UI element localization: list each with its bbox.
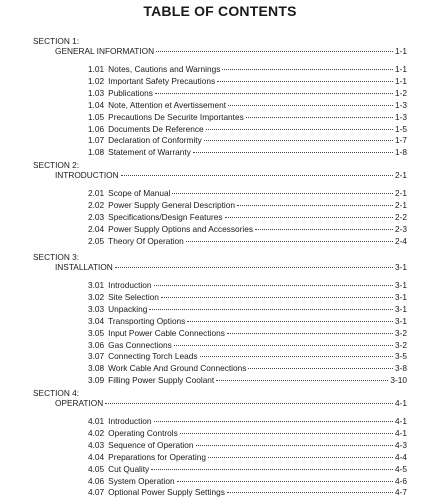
entry-number: 3.01 xyxy=(88,280,105,290)
entry-number: 1.05 xyxy=(88,111,105,122)
dot-leader xyxy=(204,140,393,141)
entry-number: 4.02 xyxy=(88,427,105,438)
toc-entry[interactable] xyxy=(88,428,407,439)
page-number: 2-2 xyxy=(395,211,407,222)
entry-number: 4.03 xyxy=(88,439,105,450)
dot-leader xyxy=(177,481,393,482)
page-number: 4-7 xyxy=(395,487,407,498)
entry-number: 2.04 xyxy=(88,223,105,234)
toc-entry[interactable] xyxy=(88,135,407,146)
page-number: 3-1 xyxy=(395,280,407,290)
page-number: 2-1 xyxy=(395,170,407,180)
page-number: 2-1 xyxy=(395,188,407,198)
entry-number: 4.05 xyxy=(88,463,105,474)
toc-entry[interactable] xyxy=(88,124,407,135)
toc-entry[interactable] xyxy=(88,224,407,235)
entry-title: Transporting Options xyxy=(108,315,186,326)
entry-title: Precautions De Securite Importantes xyxy=(108,111,244,122)
page-number: 1-2 xyxy=(395,87,407,98)
entry-number: 3.09 xyxy=(88,375,105,386)
entry-number: 3.07 xyxy=(88,351,105,362)
dot-leader xyxy=(237,205,393,206)
dot-leader xyxy=(217,81,393,82)
page-number: 4-1 xyxy=(395,416,407,426)
dot-leader xyxy=(208,457,393,458)
section-heading: SECTION 1: xyxy=(33,36,80,46)
entry-title: Notes, Cautions and Warnings xyxy=(108,64,221,74)
toc-entry[interactable] xyxy=(88,88,407,99)
entry-number: 1.02 xyxy=(88,75,105,86)
page-number: 1-1 xyxy=(395,64,407,74)
page-number: 2-1 xyxy=(395,199,407,210)
page-number: 1-3 xyxy=(395,99,407,110)
entry-title: INTRODUCTION xyxy=(55,170,119,180)
section-entry[interactable] xyxy=(55,46,407,57)
page-number: 1-1 xyxy=(395,46,407,56)
entry-title: Statement of Warranty xyxy=(108,147,191,158)
page-number: 3-5 xyxy=(395,351,407,362)
toc-entry[interactable] xyxy=(88,351,407,362)
page-number: 4-4 xyxy=(395,451,407,462)
entry-title: Note, Attention et Avertissement xyxy=(108,99,227,110)
entry-title: Scope of Manual xyxy=(108,188,171,198)
entry-title: Theory Of Operation xyxy=(108,235,184,246)
entry-title: Cut Quality xyxy=(108,463,150,474)
dot-leader xyxy=(154,285,393,286)
dot-leader xyxy=(154,421,393,422)
page-title: TABLE OF CONTENTS xyxy=(143,3,297,19)
entry-number: 4.06 xyxy=(88,475,105,486)
page-number: 4-5 xyxy=(395,463,407,474)
entry-title: Documents De Reference xyxy=(108,123,204,134)
entry-title: GENERAL INFORMATION xyxy=(55,46,155,56)
entry-title: Optional Power Supply Settings xyxy=(108,487,225,498)
toc-entry[interactable] xyxy=(88,112,407,123)
page-number: 1-5 xyxy=(395,123,407,134)
dot-leader xyxy=(227,492,393,493)
entry-title: Work Cable And Ground Connections xyxy=(108,363,247,374)
entry-number: 4.04 xyxy=(88,451,105,462)
entry-title: Introduction xyxy=(108,416,152,426)
page-number: 3-2 xyxy=(395,327,407,338)
page-number: 3-1 xyxy=(395,262,407,272)
entry-number: 3.06 xyxy=(88,339,105,350)
dot-leader xyxy=(121,175,393,176)
section-entry[interactable] xyxy=(55,262,407,273)
dot-leader xyxy=(180,433,393,434)
page-number: 4-3 xyxy=(395,439,407,450)
entry-title: Connecting Torch Leads xyxy=(108,351,198,362)
section-entry[interactable] xyxy=(55,398,407,409)
dot-leader xyxy=(156,51,393,52)
dot-leader xyxy=(161,297,393,298)
dot-leader xyxy=(149,309,393,310)
entry-title: Site Selection xyxy=(108,291,159,302)
dot-leader xyxy=(155,93,393,94)
toc-entry[interactable] xyxy=(88,304,407,315)
entry-title: Publications xyxy=(108,87,153,98)
entry-title: Power Supply General Description xyxy=(108,199,235,210)
dot-leader xyxy=(115,267,393,268)
toc-entry[interactable] xyxy=(88,316,407,327)
entry-title: Operating Controls xyxy=(108,427,178,438)
entry-number: 1.01 xyxy=(88,64,105,74)
dot-leader xyxy=(196,445,394,446)
toc-entry[interactable] xyxy=(88,464,407,475)
entry-title: Important Safety Precautions xyxy=(108,75,216,86)
page-number: 4-1 xyxy=(395,427,407,438)
page-number: 1-7 xyxy=(395,135,407,146)
toc-entry[interactable] xyxy=(88,236,407,247)
toc-entry[interactable] xyxy=(88,200,407,211)
page-number: 1-3 xyxy=(395,111,407,122)
entry-number: 2.01 xyxy=(88,188,105,198)
entry-title: OPERATION xyxy=(55,398,104,408)
entry-number: 2.05 xyxy=(88,235,105,246)
entry-number: 1.03 xyxy=(88,87,105,98)
entry-number: 1.04 xyxy=(88,99,105,110)
page-number: 3-8 xyxy=(395,363,407,374)
entry-number: 1.06 xyxy=(88,123,105,134)
toc-entry[interactable] xyxy=(88,375,407,386)
entry-number: 3.03 xyxy=(88,303,105,314)
page-number: 2-3 xyxy=(395,223,407,234)
entry-title: Filling Power Supply Coolant xyxy=(108,375,215,386)
entry-number: 2.02 xyxy=(88,199,105,210)
page-number: 3-1 xyxy=(395,303,407,314)
dot-leader xyxy=(228,105,393,106)
dot-leader xyxy=(206,129,393,130)
section-heading: SECTION 4: xyxy=(33,388,80,398)
entry-number: 3.08 xyxy=(88,363,105,374)
entry-number: 1.08 xyxy=(88,147,105,158)
dot-leader xyxy=(186,241,393,242)
dot-leader xyxy=(248,368,393,369)
dot-leader xyxy=(200,356,394,357)
entry-number: 3.04 xyxy=(88,315,105,326)
dot-leader xyxy=(225,217,393,218)
toc-entry[interactable] xyxy=(88,76,407,87)
entry-number: 2.03 xyxy=(88,211,105,222)
dot-leader xyxy=(193,152,393,153)
entry-title: Gas Connections xyxy=(108,339,172,350)
page-number: 4-1 xyxy=(395,398,407,408)
entry-number: 3.02 xyxy=(88,291,105,302)
toc-entry[interactable] xyxy=(88,452,407,463)
entry-title: Input Power Cable Connections xyxy=(108,327,225,338)
entry-number: 3.05 xyxy=(88,327,105,338)
toc-entry[interactable] xyxy=(88,188,407,199)
entry-title: Unpacking xyxy=(108,303,148,314)
entry-number: 4.01 xyxy=(88,416,105,426)
toc-entry[interactable] xyxy=(88,328,407,339)
entry-title: Declaration of Conformity xyxy=(108,135,202,146)
entry-number: 4.07 xyxy=(88,487,105,498)
entry-title: Specifications/Design Features xyxy=(108,211,223,222)
toc-entry[interactable] xyxy=(88,363,407,374)
toc-entry[interactable] xyxy=(88,440,407,451)
toc-entry[interactable] xyxy=(88,147,407,158)
page-number: 4-6 xyxy=(395,475,407,486)
entry-title: INSTALLATION xyxy=(55,262,113,272)
dot-leader xyxy=(227,333,393,334)
toc-entry[interactable] xyxy=(88,100,407,111)
entry-title: System Operation xyxy=(108,475,175,486)
section-heading: SECTION 2: xyxy=(33,160,80,170)
dot-leader xyxy=(246,117,393,118)
page-number: 1-8 xyxy=(395,147,407,158)
page-number: 3-2 xyxy=(395,339,407,350)
entry-title: Sequence of Operation xyxy=(108,439,194,450)
section-heading: SECTION 3: xyxy=(33,252,80,262)
toc-entry[interactable] xyxy=(88,280,407,291)
toc-entry[interactable] xyxy=(88,212,407,223)
toc-entry[interactable] xyxy=(88,64,407,75)
section-entry[interactable] xyxy=(55,170,407,181)
dot-leader xyxy=(255,229,393,230)
dot-leader xyxy=(187,321,393,322)
dot-leader xyxy=(222,69,393,70)
entry-number: 1.07 xyxy=(88,135,105,146)
toc-entry[interactable] xyxy=(88,416,407,427)
dot-leader xyxy=(151,469,393,470)
page-number: 2-4 xyxy=(395,235,407,246)
dot-leader xyxy=(172,193,393,194)
page-number: 1-1 xyxy=(395,75,407,86)
dot-leader xyxy=(216,380,388,381)
page-number: 3-1 xyxy=(395,291,407,302)
toc-entry[interactable] xyxy=(88,292,407,303)
page-number: 3-1 xyxy=(395,315,407,326)
dot-leader xyxy=(174,345,393,346)
dot-leader xyxy=(105,403,393,404)
toc-entry[interactable] xyxy=(88,487,407,498)
entry-title: Introduction xyxy=(108,280,152,290)
entry-title: Preparations for Operating xyxy=(108,451,206,462)
toc-entry[interactable] xyxy=(88,476,407,487)
page-number: 3-10 xyxy=(390,375,407,386)
toc-entry[interactable] xyxy=(88,340,407,351)
entry-title: Power Supply Options and Accessories xyxy=(108,223,253,234)
